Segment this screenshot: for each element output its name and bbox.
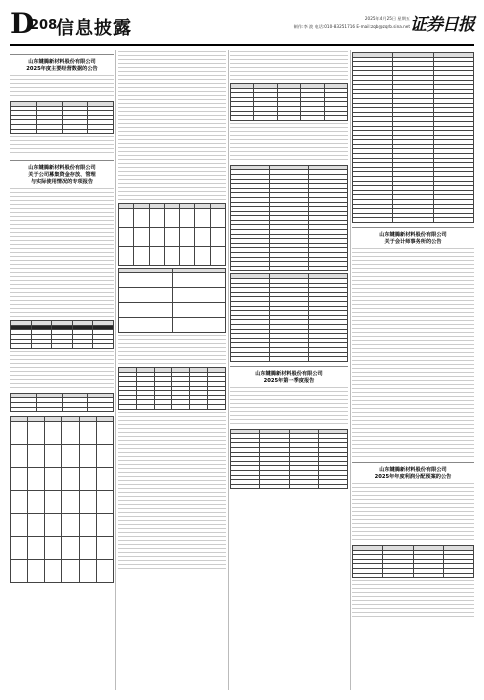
- article-meta: [10, 160, 114, 162]
- headline-line: 山东键腾新材料股份有限公司: [28, 59, 96, 65]
- headline-line: 2025年度主要经营数据的公告: [26, 66, 98, 72]
- data-table: [230, 83, 348, 121]
- body-text: [230, 387, 348, 427]
- headline-line: 关于公司募集资金存放、管理: [28, 172, 96, 179]
- body-text: [10, 351, 114, 391]
- column-divider: [350, 50, 351, 690]
- body-text: [10, 188, 114, 318]
- column-4: [352, 50, 474, 690]
- data-table: [230, 165, 348, 272]
- headline-line: 山东键腾新材料股份有限公司: [379, 231, 447, 238]
- headline: [230, 371, 348, 385]
- data-table: [352, 52, 474, 223]
- data-table: [10, 416, 114, 583]
- headline: [352, 232, 474, 246]
- article-meta: [352, 462, 474, 464]
- section-number: 208: [30, 18, 58, 33]
- body-text: [352, 248, 474, 458]
- data-table: [118, 367, 226, 409]
- section-letter: D: [10, 7, 35, 40]
- headline-line: 关于会计师事务所的公告: [384, 238, 442, 245]
- data-table: [118, 203, 226, 266]
- column-divider: [228, 50, 229, 690]
- headline-line: 山东键腾新材料股份有限公司: [379, 466, 447, 473]
- body-text: [118, 335, 226, 365]
- body-text: [118, 51, 226, 201]
- article-meta: [230, 366, 348, 368]
- headline-line: 2025年第一季度报告: [263, 377, 315, 384]
- data-table: [352, 545, 474, 578]
- body-text: [352, 580, 474, 620]
- data-table: [10, 393, 114, 412]
- body-text: [230, 51, 348, 81]
- body-text: [10, 136, 114, 156]
- body-text: [118, 412, 226, 572]
- column-divider: [115, 50, 116, 690]
- headline: [352, 467, 474, 481]
- editor-line: 制作:李 波 电话:010-83251716 E-mail:zqb@zqrb.sina.net: [293, 24, 410, 29]
- data-table: [118, 268, 226, 334]
- column-2: [118, 50, 226, 690]
- masthead: [10, 8, 474, 46]
- headline-line: 山东键腾新材料股份有限公司: [28, 165, 96, 172]
- body-text: [352, 483, 474, 543]
- headline-line: 与实际使用情况的专项报告: [30, 179, 94, 186]
- section-title: 信息披露: [56, 18, 132, 39]
- article-meta: [10, 54, 114, 56]
- headline: [10, 59, 114, 73]
- headline-line: 2025年年度利润分配预案的公告: [374, 473, 452, 480]
- data-table: [230, 273, 348, 361]
- body-text: [10, 75, 114, 99]
- data-table: [10, 320, 114, 349]
- column-1: [10, 50, 114, 690]
- date-line: 2025年4月25日 星期五: [364, 16, 410, 21]
- headline-line: 山东键腾新材料股份有限公司: [255, 370, 323, 377]
- data-table: [230, 429, 348, 490]
- data-table: [10, 101, 114, 134]
- column-3: [230, 50, 348, 690]
- article-meta: [352, 227, 474, 229]
- body-text: [230, 123, 348, 163]
- headline: [10, 165, 114, 186]
- brand-logo: 证券日报: [410, 15, 474, 35]
